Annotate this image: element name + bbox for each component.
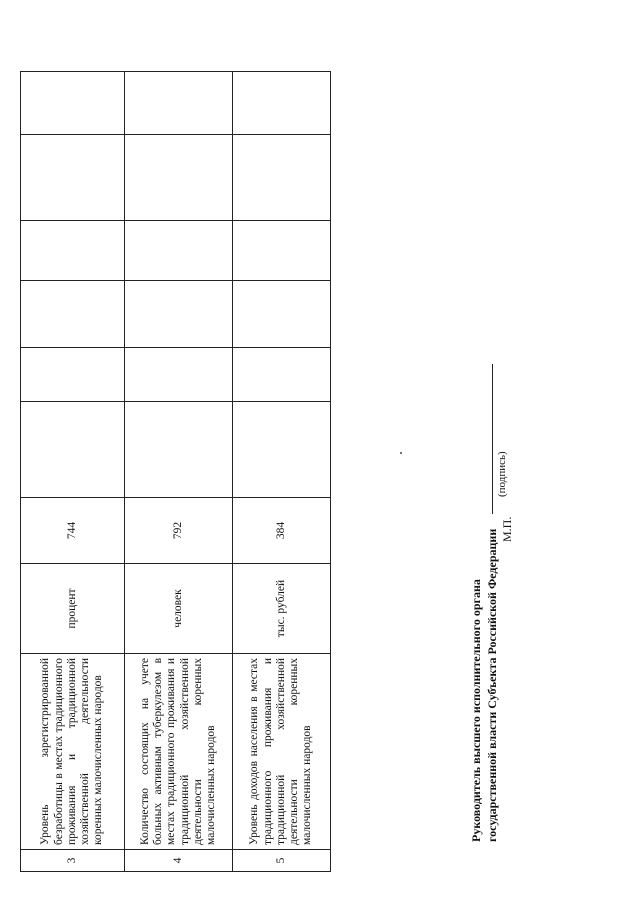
table-row [21, 72, 125, 872]
unit-cell: тыс. рублей [233, 564, 331, 654]
indicator-name: Уровень зарегистрированной безработицы в местах традиционного проживания и традиционной хозяйственной деятельности коренных малочисленных народов [21, 654, 125, 850]
empty-cell [233, 348, 331, 402]
table-row [125, 72, 233, 872]
empty-cell [125, 221, 233, 281]
empty-cell [233, 402, 331, 498]
empty-cell [21, 348, 125, 402]
rotated-page [20, 42, 620, 872]
empty-cell [233, 72, 331, 135]
empty-cell [21, 135, 125, 221]
okei-code-cell: 384 [233, 498, 331, 564]
empty-cell [125, 72, 233, 135]
indicator-table [20, 71, 331, 872]
empty-cell [125, 281, 233, 348]
table-row [233, 72, 331, 872]
empty-cell [21, 402, 125, 498]
indicator-name: Уровень доходов населения в местах традиционного проживания и традиционной хозяйственной деятельности коренных малочисленных народов [233, 654, 331, 850]
signature-block [468, 529, 500, 842]
empty-cell [21, 72, 125, 135]
empty-cell [233, 135, 331, 221]
signature-line [492, 364, 493, 514]
unit-cell: человек [125, 564, 233, 654]
row-number: 3 [21, 850, 125, 872]
row-number: 5 [233, 850, 331, 872]
empty-cell [125, 348, 233, 402]
official-title-line-1: Руководитель высшего исполнительного органа [469, 579, 483, 842]
empty-cell [125, 402, 233, 498]
empty-cell [21, 281, 125, 348]
seal-place-label: М.П. [500, 516, 514, 542]
empty-cell [233, 281, 331, 348]
row-number: 4 [125, 850, 233, 872]
scan-dot [400, 452, 402, 454]
unit-cell: процент [21, 564, 125, 654]
empty-cell [21, 221, 125, 281]
signature-caption: (подпись) [496, 451, 508, 497]
empty-cell [125, 135, 233, 221]
official-title-line-2: государственной власти Субъекта Российской Федерации [485, 528, 500, 842]
okei-code-cell: 744 [21, 498, 125, 564]
empty-cell [233, 221, 331, 281]
okei-code-cell: 792 [125, 498, 233, 564]
indicator-name: Количество состоящих на учете больных активным туберкулезом в местах традиционного проживания и традиционной хозяйственной деятельности коренных малочисленных народов [125, 654, 233, 850]
